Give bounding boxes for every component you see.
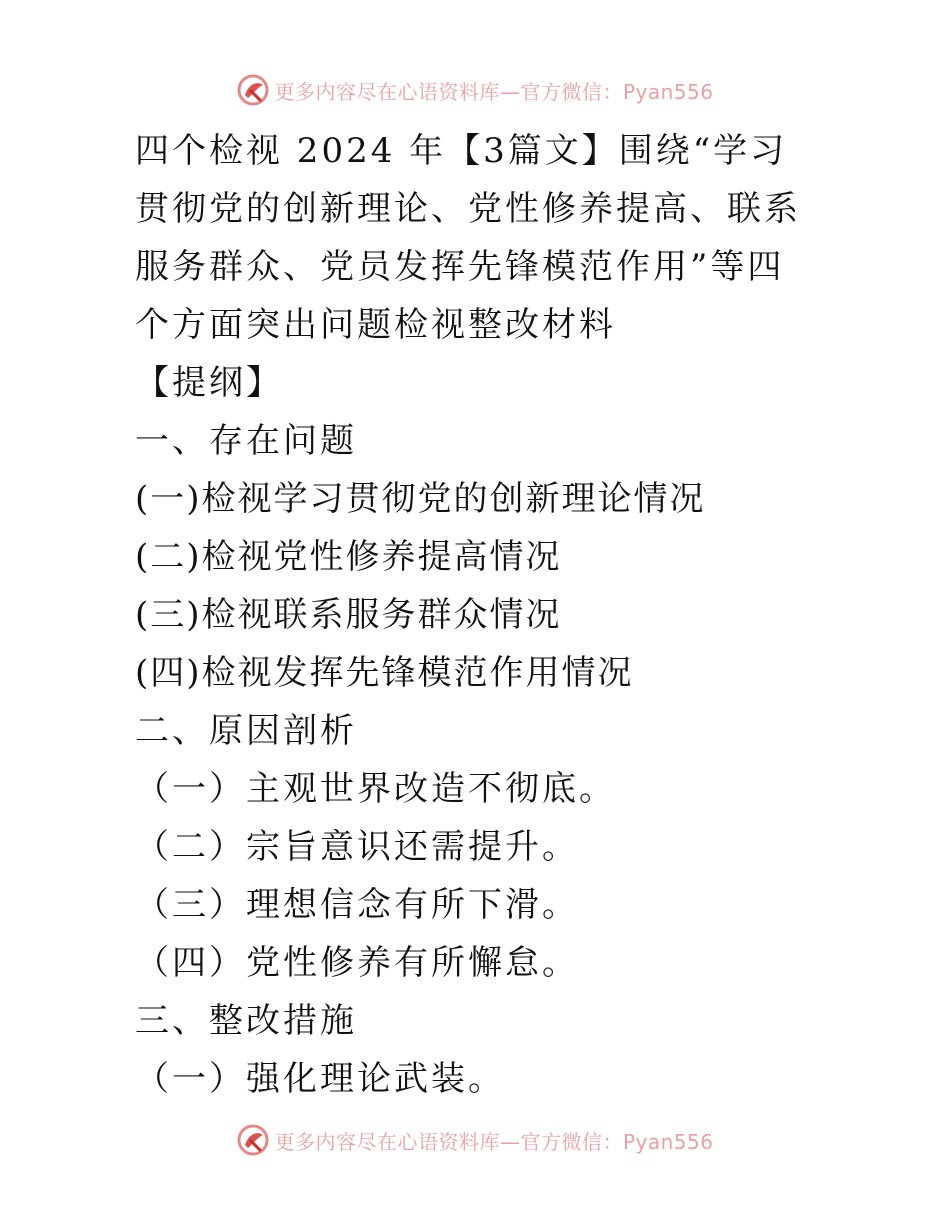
outline-item: 一、存在问题 (135, 421, 357, 461)
outline-item: （三）理想信念有所下滑。 (135, 885, 579, 925)
outline-item: (三)检视联系服务群众情况 (135, 595, 562, 635)
outline-item: (二)检视党性修养提高情况 (135, 537, 562, 577)
ink-brush-seal-icon (236, 1123, 270, 1157)
document-title: 四个检视 2024 年【3篇文】围绕“学习贯彻党的创新理论、党性修养提高、联系服务群众、党员发挥先锋模范作用”等四个方面突出问题检视整改材料 (135, 131, 801, 345)
watermark-text: 更多内容尽在心语资料库—官方微信：Pyan556 (274, 1129, 714, 1154)
document-body (135, 122, 815, 1108)
outline-item: 三、整改措施 (135, 1001, 357, 1041)
watermark-text: 更多内容尽在心语资料库—官方微信：Pyan556 (274, 79, 714, 104)
ink-brush-seal-icon (236, 73, 270, 107)
outline-item: 二、原因剖析 (135, 711, 357, 751)
outline-item: (一)检视学习贯彻党的创新理论情况 (135, 479, 706, 519)
outline-item: （四）党性修养有所懈怠。 (135, 943, 579, 983)
outline-item: (四)检视发挥先锋模范作用情况 (135, 653, 634, 693)
header-watermark (0, 70, 950, 110)
outline-item: （一）强化理论武装。 (135, 1059, 505, 1099)
outline-item: （二）宗旨意识还需提升。 (135, 827, 579, 867)
footer-watermark (0, 1120, 950, 1160)
outline-heading: 【提纲】 (135, 363, 283, 403)
outline-item: （一）主观世界改造不彻底。 (135, 769, 616, 809)
